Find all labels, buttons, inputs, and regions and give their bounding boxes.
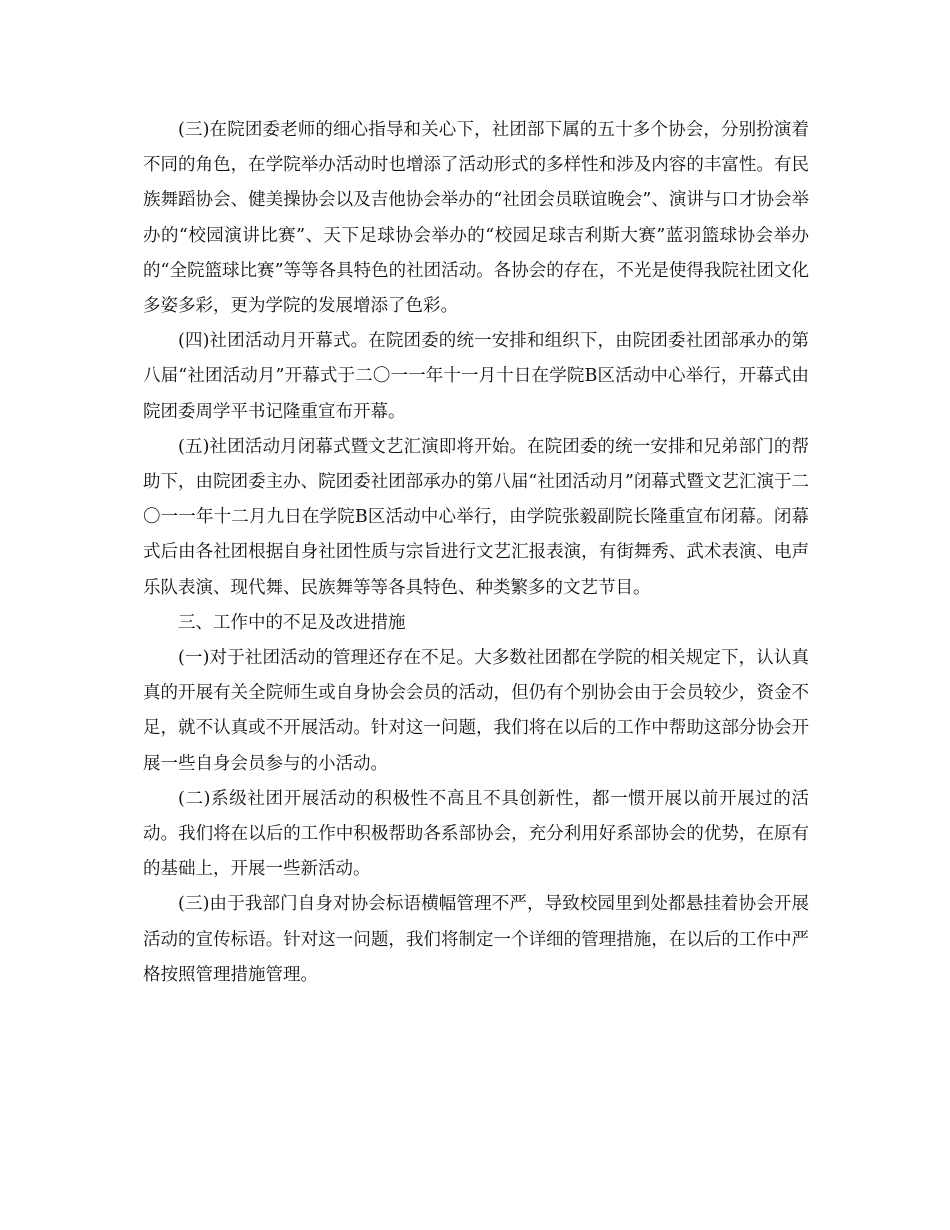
- paragraph-activities-variety: (三)在院团委老师的细心指导和关心下，社团部下属的五十多个协会，分别扮演着不同的角色，在学院举办活动时也增添了活动形式的多样性和涉及内容的丰富性。有民族舞蹈协会、健美操协会以及吉他协会举办的“社团会员联谊晚会”、演讲与口才协会举办的“校园演讲比赛”、天下足球协会举办的“校园足球吉利斯大赛”蓝羽篮球协会举办的“全院篮球比赛”等等各具特色的社团活动。各协会的存在，不光是使得我院社团文化多姿多彩，更为学院的发展增添了色彩。: [143, 120, 809, 317]
- paragraph-banner-management: (三)由于我部门自身对协会标语横幅管理不严，导致校园里到处都悬挂着协会开展活动的宣传标语。针对这一问题，我们将制定一个详细的管理措施，在以后的工作中严格按照管理措施管理。: [143, 894, 809, 985]
- paragraph-closing-ceremony: (五)社团活动月闭幕式暨文艺汇演即将开始。在院团委的统一安排和兄弟部门的帮助下，由院团委主办、院团委社团部承办的第八届“社团活动月”闭幕式暨文艺汇演于二〇一一年十二月九日在学院B区活动中心举行，由学院张毅副院长隆重宣布闭幕。闭幕式后由各社团根据自身社团性质与宗旨进行文艺汇报表演，有街舞秀、武术表演、电声乐队表演、现代舞、民族舞等等各具特色、种类繁多的文艺节目。: [143, 436, 809, 598]
- document-body: [143, 113, 809, 993]
- paragraph-management-shortcoming: (一)对于社团活动的管理还存在不足。大多数社团都在学院的相关规定下，认认真真的开展有关全院师生或自身协会会员的活动，但仍有个别协会由于会员较少，资金不足，就不认真或不开展活动。针对这一问题，我们将在以后的工作中帮助这部分协会开展一些自身会员参与的小活动。: [143, 648, 809, 774]
- paragraph-opening-ceremony: (四)社团活动月开幕式。在院团委的统一安排和组织下，由院团委社团部承办的第八届“社团活动月”开幕式于二〇一一年十一月十日在学院B区活动中心举行，开幕式由院团委周学平书记隆重宣布开幕。: [143, 331, 809, 422]
- section-heading-shortcomings: 三、工作中的不足及改进措施: [178, 612, 406, 633]
- paragraph-department-clubs: (二)系级社团开展活动的积极性不高且不具创新性，都一惯开展以前开展过的活动。我们将在以后的工作中积极帮助各系部协会，充分利用好系部协会的优势，在原有的基础上，开展一些新活动。: [143, 788, 809, 880]
